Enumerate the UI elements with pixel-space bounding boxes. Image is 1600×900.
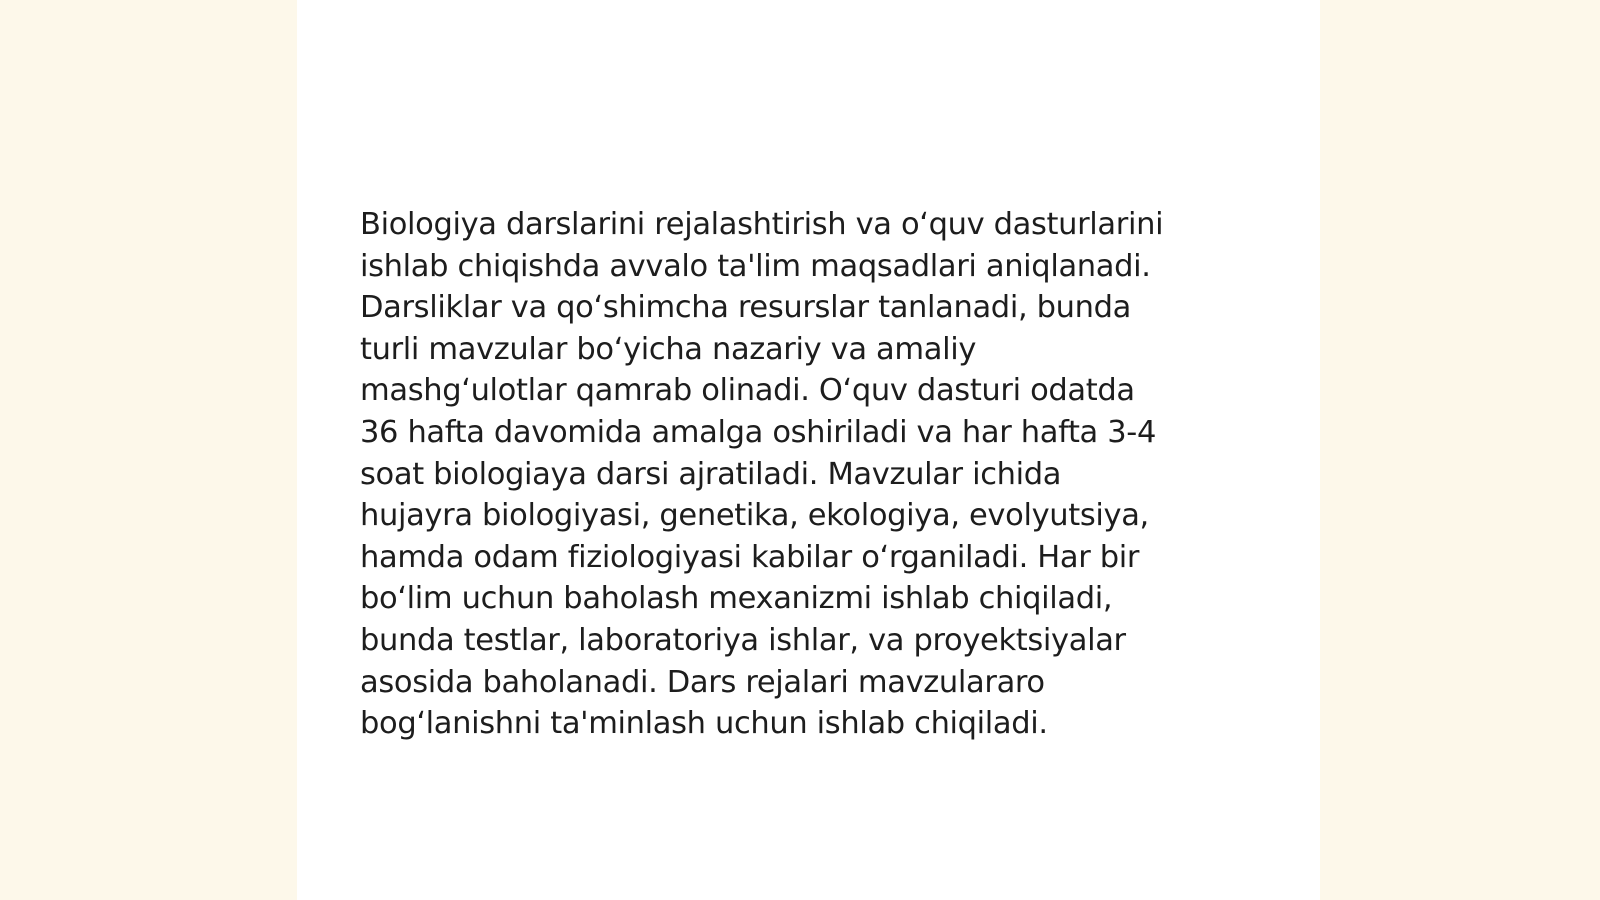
text-line: soat biologiaya darsi ajratiladi. Mavzular ichida (360, 456, 1062, 492)
text-line: bo‘lim uchun baholash mexanizmi ishlab chiqiladi, (360, 581, 1113, 617)
text-line: asosida baholanadi. Dars rejalari mavzulararo (360, 664, 1045, 700)
text-line: 36 hafta davomida amalga oshiriladi va har hafta 3-4 (360, 414, 1157, 450)
text-line: bog‘lanishni ta'minlash uchun ishlab chiqiladi. (360, 706, 1048, 742)
text-line: mashg‘ulotlar qamrab olinadi. O‘quv dasturi odatda (360, 373, 1135, 409)
text-line: hamda odam fiziologiyasi kabilar o‘rganiladi. Har bir (360, 539, 1140, 575)
body-paragraph (360, 204, 1250, 745)
text-line: bunda testlar, laboratoriya ishlar, va proyektsiyalar (360, 622, 1126, 658)
slide-page (297, 0, 1320, 900)
text-line: hujayra biologiyasi, genetika, ekologiya, evolyutsiya, (360, 498, 1149, 534)
text-line: turli mavzular bo‘yicha nazariy va amaliy (360, 331, 977, 367)
text-line: Biologiya darslarini rejalashtirish va o‘quv dasturlarini (360, 207, 1164, 242)
text-line: ishlab chiqishda avvalo ta'lim maqsadlari aniqlanadi. (360, 248, 1151, 284)
text-line: Darsliklar va qo‘shimcha resurslar tanlanadi, bunda (360, 290, 1131, 326)
